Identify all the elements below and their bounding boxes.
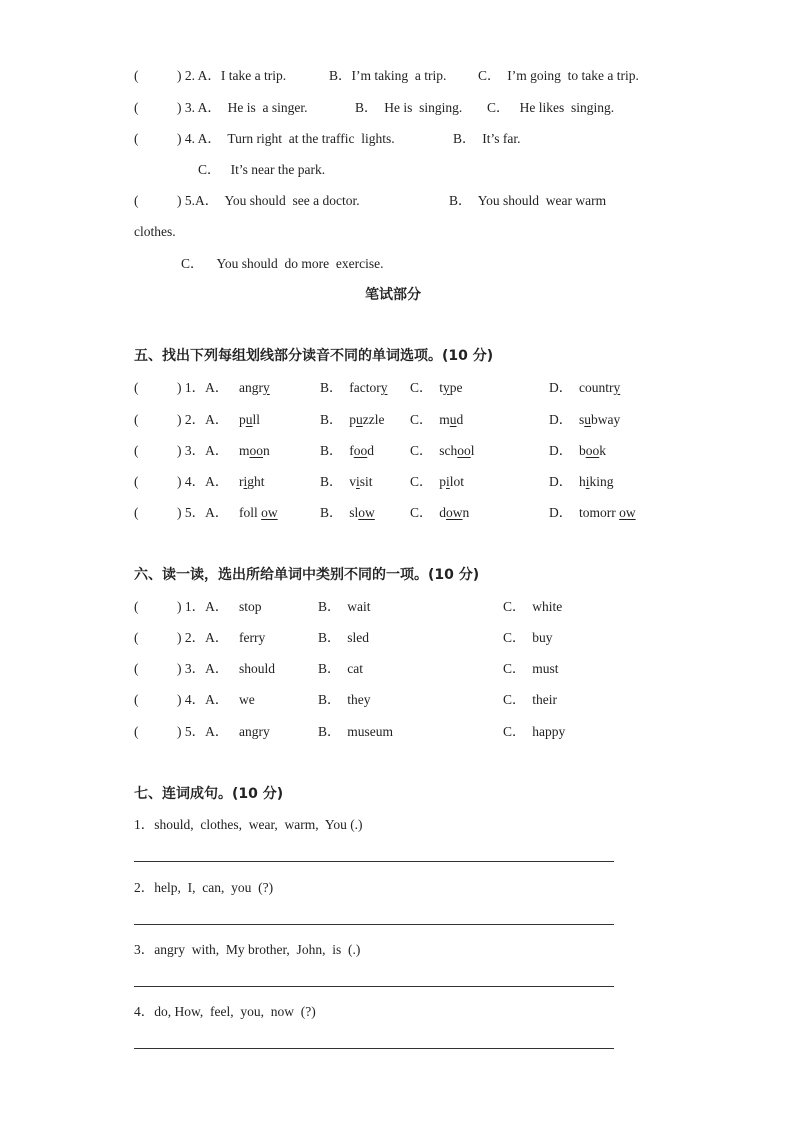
sentence-prompt: 1．should, clothes, wear, warm, You (.) (134, 817, 363, 832)
option-b: B． You should wear warm (449, 193, 607, 208)
word-option-a: ferry (239, 630, 266, 645)
question-number: ) 3．A． (177, 443, 229, 458)
option-a: ) 2. A．I take a trip. (177, 68, 287, 83)
question-number: ) 2．A． (177, 412, 229, 427)
underlined-letters: ow (261, 505, 278, 520)
word-option-c (410, 504, 469, 522)
word-option-b: B． sled (318, 630, 370, 645)
underlined-letters: u (245, 412, 253, 427)
underlined-letters: i (446, 474, 450, 489)
question-number: ) 3．A． (177, 661, 229, 676)
answer-paren: ( (134, 661, 139, 676)
answer-paren: ( (134, 443, 139, 458)
sentence-prompt: 3．angry with, My brother, John, is (.) (134, 942, 361, 957)
word-prefix: B． f (320, 443, 354, 458)
word-option-c: C． buy (503, 630, 553, 645)
underlined-letters: i (585, 474, 590, 489)
underlined-letters: ow (446, 505, 463, 520)
underlined-letters: i (243, 474, 248, 489)
word-prefix: D． s (549, 412, 585, 427)
word-option-b: B． cat (318, 661, 363, 676)
word-option-c: C． their (503, 692, 557, 707)
answer-line (134, 924, 614, 925)
option-b: B． It’s far. (453, 131, 521, 146)
word-prefix: angr (239, 380, 263, 395)
answer-paren: ( (134, 630, 139, 645)
word-suffix: d (456, 412, 464, 427)
section-6-title: 六、读一读，选出所给单词中类别不同的一项。(10 分) (134, 567, 480, 583)
sentence-prompt: 4．do, How, feel, you, now (?) (134, 1004, 316, 1019)
word-prefix: B． sl (320, 505, 359, 520)
word-option-d (549, 379, 620, 397)
word-option-a (239, 473, 265, 491)
word-option-a: stop (239, 599, 262, 614)
underlined-letters: i (356, 474, 360, 489)
word-option-b: B． museum (318, 724, 394, 739)
question-number: ) 5．A． (177, 724, 229, 739)
word-prefix: C． m (410, 412, 450, 427)
option-a: ) 3. A． He is a singer. (177, 100, 308, 115)
answer-paren: ( (134, 724, 139, 739)
option-c: C． It’s near the park. (198, 162, 326, 177)
word-option-a (239, 379, 270, 397)
word-option-d (549, 504, 636, 522)
answer-paren: ( (134, 68, 139, 83)
option-c: C． He likes singing. (487, 100, 615, 115)
underlined-letters: oo (457, 443, 471, 458)
option-a: ) 4. A． Turn right at the traffic lights. (177, 131, 395, 146)
underlined-letters: ow (358, 505, 375, 520)
question-number: ) 4．A． (177, 692, 229, 707)
word-option-a (239, 442, 270, 460)
word-option-a: should (239, 661, 276, 676)
underlined-letters: oo (585, 443, 600, 458)
section-7-title: 七、连词成句。(10 分) (134, 786, 284, 802)
word-suffix: lot (449, 474, 465, 489)
answer-paren: ( (134, 131, 139, 146)
word-suffix: n (263, 443, 270, 458)
word-option-c: C． happy (503, 724, 566, 739)
question-number: ) 5．A． (177, 505, 229, 520)
word-option-b (320, 442, 374, 460)
answer-paren: ( (134, 474, 139, 489)
word-prefix: B． p (320, 412, 357, 427)
answer-paren: ( (134, 100, 139, 115)
word-option-a (239, 504, 278, 522)
word-prefix: D． h (549, 474, 586, 489)
underlined-letters: oo (249, 443, 264, 458)
option-b: B． He is singing. (355, 100, 463, 115)
written-section-title: 笔试部分 (365, 287, 421, 303)
word-option-a: angry (239, 724, 270, 739)
word-suffix: zzle (362, 412, 385, 427)
word-option-c (410, 379, 463, 397)
question-number: ) 1．A． (177, 599, 229, 614)
option-b: B．I’m taking a trip. (329, 68, 447, 83)
word-option-b: B． they (318, 692, 371, 707)
word-option-b (320, 379, 387, 397)
underlined-letters: u (449, 412, 457, 427)
answer-paren: ( (134, 193, 139, 208)
option-c: C． You should do more exercise. (181, 256, 384, 271)
word-option-d (549, 411, 620, 429)
word-suffix: ll (252, 412, 261, 427)
word-option-b (320, 473, 373, 491)
underlined-letters: u (356, 412, 363, 427)
answer-line (134, 1048, 614, 1049)
word-option-c: C． must (503, 661, 559, 676)
word-option-a: we (239, 692, 255, 707)
option-b-continued: clothes. (134, 224, 176, 239)
word-option-d (549, 442, 606, 460)
option-a: ) 5.A． You should see a doctor. (177, 193, 360, 208)
word-suffix: ght (247, 474, 265, 489)
word-option-a (239, 411, 260, 429)
word-suffix: l (470, 443, 475, 458)
word-option-c (410, 411, 463, 429)
answer-paren: ( (134, 692, 139, 707)
word-suffix: sit (359, 474, 373, 489)
word-suffix: d (367, 443, 374, 458)
word-prefix: B． v (320, 474, 357, 489)
answer-line (134, 861, 614, 862)
word-prefix: B． factor (320, 380, 381, 395)
word-suffix: n (462, 505, 470, 520)
word-option-c (410, 473, 464, 491)
underlined-letters: y (613, 380, 621, 395)
question-number: ) 4．A． (177, 474, 229, 489)
underlined-letters: y (380, 380, 388, 395)
answer-paren: ( (134, 505, 139, 520)
word-option-d (549, 473, 614, 491)
word-prefix: D． countr (549, 380, 614, 395)
underlined-letters: y (443, 380, 450, 395)
underlined-letters: ow (619, 505, 636, 520)
underlined-letters: oo (353, 443, 368, 458)
word-prefix: foll (239, 505, 262, 520)
answer-paren: ( (134, 380, 139, 395)
underlined-letters: u (584, 412, 592, 427)
word-suffix: king (589, 474, 614, 489)
word-prefix: D． b (549, 443, 586, 458)
answer-line (134, 986, 614, 987)
word-prefix: m (239, 443, 250, 458)
word-option-b: B． wait (318, 599, 371, 614)
word-suffix: bway (591, 412, 621, 427)
sentence-prompt: 2．help, I, can, you (?) (134, 880, 274, 895)
word-option-b (320, 504, 375, 522)
word-prefix: C． p (410, 474, 447, 489)
section-5-title: 五、找出下列每组划线部分读音不同的单词选项。(10 分) (134, 348, 494, 364)
question-number: ) 1．A． (177, 380, 229, 395)
word-prefix: p (239, 412, 246, 427)
word-suffix: pe (449, 380, 463, 395)
answer-paren: ( (134, 599, 139, 614)
word-prefix: C． t (410, 380, 444, 395)
word-prefix: C． sch (410, 443, 458, 458)
word-option-c (410, 442, 475, 460)
word-prefix: r (239, 474, 244, 489)
option-c: C． I’m going to take a trip. (478, 68, 639, 83)
answer-paren: ( (134, 412, 139, 427)
underlined-letters: y (263, 380, 270, 395)
word-option-b (320, 411, 385, 429)
word-prefix: D． tomorr (549, 505, 620, 520)
word-suffix: k (599, 443, 606, 458)
word-prefix: C． d (410, 505, 447, 520)
question-number: ) 2．A． (177, 630, 229, 645)
word-option-c: C． white (503, 599, 563, 614)
